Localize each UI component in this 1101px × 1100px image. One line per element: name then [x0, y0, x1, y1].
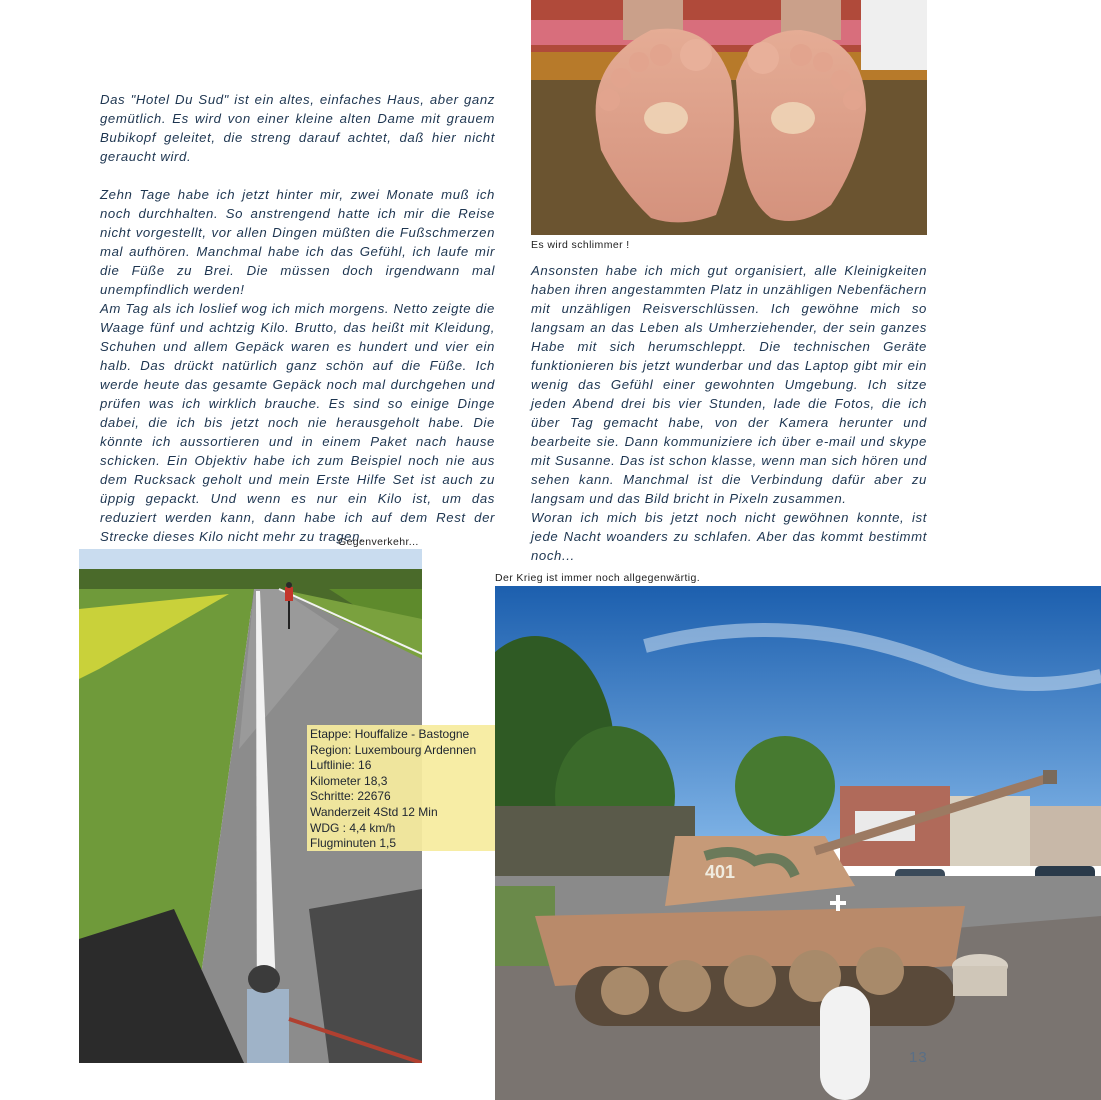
page-number: 13: [909, 1049, 928, 1066]
feet-caption: Es wird schlimmer !: [531, 239, 630, 251]
stats-line: WDG : 4,4 km/h: [310, 820, 396, 835]
paragraph: Zehn Tage habe ich jetzt hinter mir, zwei Monate muß ich noch durchhalten. So anstrengend hatte ich mir die Reise nicht vorgestellt, vor allen Dingen müßten die Fußschmerzen mal aufhören. Manchmal habe ich das Gefühl, ich laufe mir die Füße zu Brei. Die müssen doch irgendwann mal unempfindlich werden!: [100, 187, 495, 297]
stats-line: Etappe: Houffalize - Bastogne: [310, 727, 470, 741]
stage-stats-box: [307, 725, 495, 851]
paragraph: Am Tag als ich loslief wog ich mich morgens. Netto zeigte die Waage fünf und achtzig Kilo. Brutto, das heißt mit Kleidung, Schuhen und allem Gepäck waren es hundert und vier ein halb. Das drückt natürlich ganz schön auf die Füße. Ich werde heute das gesamte Gepäck noch mal durchgehen und prüfen was ich wirklich brauche. Es sind so einige Dinge dabei, die ich bis jetzt noch nie herausgeholt habe. Die könnte ich aussortieren und in einem Paket nach hause schicken. Ein Objektiv habe ich zum Beispiel noch nie aus dem Rucksack geholt und mein Erste Hilfe Set ist auch zu üppig gepackt. Und wenn es nur ein Kilo ist, um das reduziert werden kann, dann habe ich auf dem Rest der Strecke dieses Kilo nicht mehr zu tragen.: [100, 301, 495, 544]
paragraph: Woran ich mich bis jetzt noch nicht gewöhnen konnte, ist jede Nacht woanders zu schlafen. Aber das kommt bestimmt noch...: [531, 510, 927, 563]
road-caption: Gegenverkehr...: [338, 536, 419, 548]
stats-line: Schritte: 22676: [310, 789, 391, 804]
feet-photo: [531, 0, 927, 235]
left-column-text: [100, 90, 495, 546]
paragraph: Ansonsten habe ich mich gut organisiert, alle Kleinigkeiten haben ihren angestammten Platz in unzähligen Nebenfächern mit unzähligen Reisverschlüssen. Ich gewöhne mich so langsam an das Leben als Umherziehender, der sein ganzes Habe mit sich herumschleppt. Die technischen Geräte funktionieren bis jetzt wunderbar und das Laptop gibt mir ein wenig das Gefühl einer gewohnten Umgebung. Ich sitze jeden Abend drei bis vier Stunden, lade die Fotos, die ich über Tag gemacht habe, von der Kamera herunter und bearbeite sie. Dann kommuniziere ich über e-mail und skype mit Susanne. Das ist schon klasse, wenn man sich hören und sehen kann. Manchmal ist die Verbindung dafür aber zu langsam und das Bild bricht in Pixeln zusammen.: [531, 263, 927, 506]
stats-line: Region: Luxembourg Ardennen: [310, 742, 477, 757]
tank-number: 401: [705, 862, 736, 882]
tank-caption: Der Krieg ist immer noch allgegenwärtig.: [495, 572, 701, 584]
stats-line: Wanderzeit 4Std 12 Min: [310, 804, 438, 819]
stats-line: Flugminuten 1,5: [310, 836, 397, 851]
stats-line: Luftlinie: 16: [310, 758, 372, 773]
tank-photo: [495, 586, 1101, 1100]
paragraph: Das "Hotel Du Sud" ist ein altes, einfaches Haus, aber ganz gemütlich. Es wird von einer kleine alten Dame mit grauem Bubikopf geleitet, die streng darauf achtet, daß hier nicht geraucht wird.: [100, 92, 495, 164]
stats-line: Kilometer 18,3: [310, 773, 388, 788]
right-column-text: [531, 261, 927, 565]
